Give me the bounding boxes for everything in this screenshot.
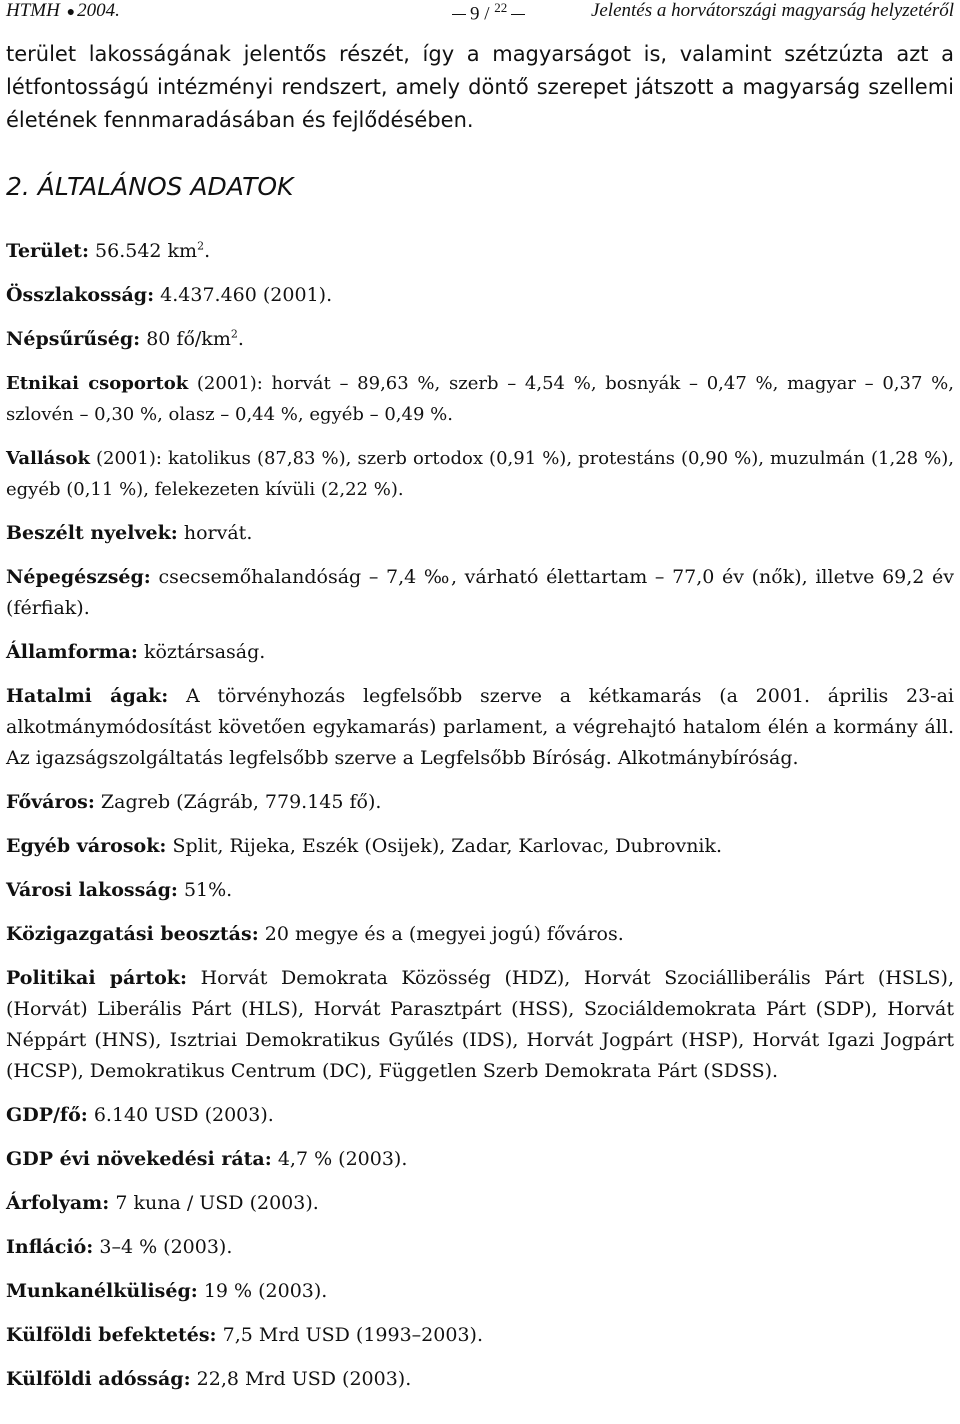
bullet-icon: ● bbox=[66, 5, 76, 20]
fact-kulfoldi-adossag bbox=[6, 1364, 954, 1395]
fact-label: Városi lakosság: bbox=[6, 879, 178, 901]
header-year: 2004. bbox=[77, 0, 120, 21]
fact-nyelvek bbox=[6, 518, 954, 549]
fact-value: Horvát Demokrata Közösség (HDZ), Horvát Szociálliberális Párt (HSLS), (Horvát) Liberális Párt (HLS), Horvát Parasztpárt (HSS), Szociáldemokrata Párt (SDP), Horvát Néppárt (HNS), Isztriai Demokratikus Gyűlés (IDS), Horvát Jogpárt (HSP), Horvát Igazi Jogpárt (HCSP), Demokratikus Centrum (DC), Független Szerb Demokrata Párt (SDSS). bbox=[6, 967, 954, 1082]
fact-vallasok bbox=[6, 443, 954, 505]
fact-value: 3–4 % (2003). bbox=[99, 1236, 233, 1258]
fact-terulet bbox=[6, 236, 954, 267]
fact-label: Külföldi adósság: bbox=[6, 1368, 191, 1390]
fact-allamforma bbox=[6, 637, 954, 668]
fact-inflacio bbox=[6, 1232, 954, 1263]
fact-value: 80 fő/km bbox=[146, 328, 231, 350]
fact-etnikai bbox=[6, 368, 954, 430]
page-header bbox=[0, 0, 960, 25]
fact-arfolyam bbox=[6, 1188, 954, 1219]
fact-value: 22,8 Mrd USD (2003). bbox=[196, 1368, 412, 1390]
fact-value: 51%. bbox=[183, 879, 233, 901]
fact-gdp-rata bbox=[6, 1144, 954, 1175]
fact-fovaros bbox=[6, 787, 954, 818]
superscript: 2 bbox=[197, 239, 205, 253]
fact-label: Infláció: bbox=[6, 1236, 94, 1258]
fact-nepsuruseg bbox=[6, 324, 954, 355]
fact-value: 4,7 % (2003). bbox=[277, 1148, 408, 1170]
page-current: 9 bbox=[470, 3, 480, 25]
page-number bbox=[448, 0, 529, 25]
fact-label: Munkanélküliség: bbox=[6, 1280, 198, 1302]
fact-label: Hatalmi ágak: bbox=[6, 685, 169, 707]
fact-kulfoldi-befektetes bbox=[6, 1320, 954, 1351]
fact-label: Vallások bbox=[6, 448, 90, 469]
fact-label: Etnikai csoportok bbox=[6, 373, 189, 394]
fact-value: köztársaság. bbox=[143, 641, 266, 663]
fact-label: Közigazgatási beosztás: bbox=[6, 923, 259, 945]
fact-value: (2001): horvát – 89,63 %, szerb – 4,54 %, bosnyák – 0,47 %, magyar – 0,37 %, szlovén – 0,30 %, olasz – 0,44 %, egyéb – 0,49 %. bbox=[6, 373, 954, 425]
fact-egyeb-varosok bbox=[6, 831, 954, 862]
fact-nepegeszseg bbox=[6, 562, 954, 624]
header-title: HTMH bbox=[6, 0, 60, 21]
header-report-title: Jelentés a horvátországi magyarság helyzetéről bbox=[590, 0, 954, 21]
fact-gdp-fo bbox=[6, 1100, 954, 1131]
fact-hatalmi-agak bbox=[6, 681, 954, 774]
fact-label: Államforma: bbox=[6, 641, 138, 663]
page-total: 22 bbox=[494, 0, 508, 15]
fact-label: Politikai pártok: bbox=[6, 967, 187, 989]
fact-value: (2001): katolikus (87,83 %), szerb ortodox (0,91 %), protestáns (0,90 %), muzulmán (1,28 %), egyéb (0,11 %), felekezeten kívüli (2,22 %). bbox=[6, 448, 954, 500]
fact-value: horvát. bbox=[183, 522, 253, 544]
header-publication bbox=[6, 0, 120, 22]
fact-label: Árfolyam: bbox=[6, 1192, 110, 1214]
fact-value: 7 kuna / USD (2003). bbox=[115, 1192, 319, 1214]
fact-label: Egyéb városok: bbox=[6, 835, 167, 857]
fact-munkanelkuliseg bbox=[6, 1276, 954, 1307]
fact-politikai-partok bbox=[6, 963, 954, 1087]
fact-value: 4.437.460 (2001). bbox=[160, 284, 333, 306]
fact-value: 7,5 Mrd USD (1993–2003). bbox=[222, 1324, 483, 1346]
fact-label: Főváros: bbox=[6, 791, 95, 813]
fact-label: Külföldi befektetés: bbox=[6, 1324, 217, 1346]
intro-paragraph: terület lakosságának jelentős részét, így a magyarságot is, valamint szétzúzta azt a létfontosságú intézményi rendszert, amely döntő szerepet játszott a magyarság szellemi életének fennmaradásában és fejlődésében. bbox=[6, 42, 954, 132]
fact-punctuation: . bbox=[204, 240, 211, 262]
fact-label: GDP évi növekedési ráta: bbox=[6, 1148, 272, 1170]
fact-punctuation: . bbox=[237, 328, 244, 350]
fact-osszlakossag bbox=[6, 280, 954, 311]
fact-value: Split, Rijeka, Eszék (Osijek), Zadar, Karlovac, Dubrovnik. bbox=[172, 835, 723, 857]
fact-label: GDP/fő: bbox=[6, 1104, 88, 1126]
fact-label: Népegészség: bbox=[6, 566, 151, 588]
facts-list bbox=[6, 236, 954, 1408]
fact-value: 20 megye és a (megyei jogú) főváros. bbox=[264, 923, 624, 945]
section-title: 2. ÁLTALÁNOS ADATOK bbox=[6, 172, 294, 201]
fact-label: Összlakosság: bbox=[6, 284, 155, 306]
fact-varosi-lakossag bbox=[6, 875, 954, 906]
fact-value: A törvényhozás legfelsőbb szerve a kétkamarás (a 2001. április 23-ai alkotmánymódosítást követően egykamarás) parlament, a végrehajtó hatalom élén a kormány áll. Az igazságszolgáltatás legfelsőbb szerve a Legfelsőbb Bíróság. Alkotmánybíróság. bbox=[6, 685, 954, 769]
fact-value: Zagreb (Zágráb, 779.145 fő). bbox=[100, 791, 382, 813]
fact-label: Terület: bbox=[6, 240, 89, 262]
superscript: 2 bbox=[230, 327, 238, 341]
fact-label: Beszélt nyelvek: bbox=[6, 522, 178, 544]
fact-value: 19 % (2003). bbox=[203, 1280, 328, 1302]
fact-value: csecsemőhalandóság – 7,4 ‰, várható élettartam – 77,0 év (nők), illetve 69,2 év (férfiak). bbox=[6, 566, 955, 619]
fact-value: 6.140 USD (2003). bbox=[93, 1104, 274, 1126]
fact-kozigazgatas bbox=[6, 919, 954, 950]
page-separator: / bbox=[484, 3, 490, 25]
fact-label: Népsűrűség: bbox=[6, 328, 141, 350]
fact-value: 56.542 km bbox=[95, 240, 198, 262]
